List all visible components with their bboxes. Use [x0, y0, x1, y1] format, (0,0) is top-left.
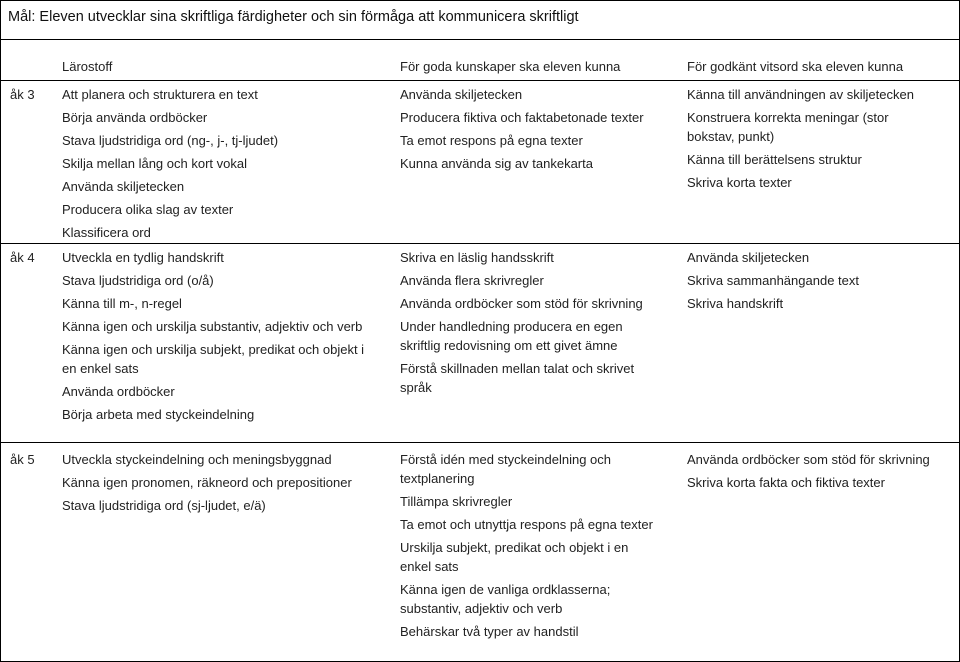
- list-item: Konstruera korrekta meningar (stor bokstav, punkt): [687, 110, 889, 144]
- list-item: Känna igen de vanliga ordklasserna; substantiv, adjektiv och verb: [400, 582, 611, 616]
- list-item: Tillämpa skrivregler: [400, 494, 513, 509]
- list-item: Producera olika slag av texter: [62, 202, 234, 217]
- list-item: Använda ordböcker som stöd för skrivning: [687, 452, 930, 467]
- list-item: Utveckla en tydlig handskrift: [62, 250, 224, 265]
- grade-label-ak3: åk 3: [10, 87, 35, 102]
- larostoff-list-ak4: [62, 248, 380, 428]
- column-header-goda: För goda kunskaper ska eleven kunna: [400, 59, 621, 74]
- list-item: Urskilja subjekt, predikat och objekt i en enkel sats: [400, 540, 629, 574]
- list-item: Skriva korta texter: [687, 175, 792, 190]
- list-item: Använda flera skrivregler: [400, 273, 544, 288]
- list-item: Använda ordböcker som stöd för skrivning: [400, 296, 643, 311]
- list-item: Klassificera ord: [62, 225, 151, 240]
- goda-list-ak3: [400, 85, 662, 177]
- header-divider: [0, 80, 960, 81]
- list-item: Ta emot och utnyttja respons på egna texter: [400, 517, 653, 532]
- list-item: Behärskar två typer av handstil: [400, 624, 579, 639]
- list-item: Känna igen och urskilja substantiv, adjektiv och verb: [62, 319, 363, 334]
- list-item: Stava ljudstridiga ord (ng-, j-, tj-ljudet): [62, 133, 279, 148]
- list-item: Stava ljudstridiga ord (sj-ljudet, e/ä): [62, 498, 266, 513]
- list-item: Stava ljudstridiga ord (o/å): [62, 273, 214, 288]
- list-item: Förstå skillnaden mellan talat och skrivet språk: [400, 361, 635, 395]
- list-item: Skriva handskrift: [687, 296, 784, 311]
- list-item: Utveckla styckeindelning och meningsbyggnad: [62, 452, 332, 467]
- list-item: Skriva korta fakta och fiktiva texter: [687, 475, 885, 490]
- title-divider: [0, 39, 960, 40]
- godkant-list-ak3: [687, 85, 937, 196]
- list-item: Börja arbeta med styckeindelning: [62, 407, 255, 422]
- list-item: Kunna använda sig av tankekarta: [400, 156, 593, 171]
- larostoff-list-ak5: [62, 450, 380, 519]
- larostoff-list-ak3: [62, 85, 380, 246]
- godkant-list-ak4: [687, 248, 937, 317]
- table-border-left: [0, 0, 1, 662]
- row-divider-ak4: [0, 442, 960, 443]
- list-item: Känna till användningen av skiljetecken: [687, 87, 914, 102]
- godkant-list-ak5: [687, 450, 937, 496]
- list-item: Ta emot respons på egna texter: [400, 133, 583, 148]
- list-item: Producera fiktiva och faktabetonade texter: [400, 110, 644, 125]
- grade-label-ak4: åk 4: [10, 250, 35, 265]
- list-item: Känna till m-, n-regel: [62, 296, 182, 311]
- grade-label-ak5: åk 5: [10, 452, 35, 467]
- list-item: Känna igen och urskilja subjekt, predikat och objekt i en enkel sats: [62, 342, 365, 376]
- goda-list-ak5: [400, 450, 662, 645]
- list-item: Skriva en läslig handsskrift: [400, 250, 554, 265]
- list-item: Under handledning producera en egen skriftlig redovisning om ett givet ämne: [400, 319, 623, 353]
- goda-list-ak4: [400, 248, 662, 401]
- list-item: Att planera och strukturera en text: [62, 87, 258, 102]
- list-item: Använda skiljetecken: [400, 87, 523, 102]
- list-item: Känna till berättelsens struktur: [687, 152, 862, 167]
- list-item: Använda skiljetecken: [687, 250, 810, 265]
- list-item: Börja använda ordböcker: [62, 110, 208, 125]
- page-title: Mål: Eleven utvecklar sina skriftliga färdigheter och sin förmåga att kommunicera skriftligt: [8, 9, 579, 25]
- column-header-godkant: För godkänt vitsord ska eleven kunna: [687, 59, 904, 74]
- list-item: Skriva sammanhängande text: [687, 273, 859, 288]
- list-item: Skilja mellan lång och kort vokal: [62, 156, 247, 171]
- list-item: Använda skiljetecken: [62, 179, 185, 194]
- list-item: Förstå idén med styckeindelning och textplanering: [400, 452, 612, 486]
- list-item: Känna igen pronomen, räkneord och prepositioner: [62, 475, 352, 490]
- table-border-top: [0, 0, 960, 1]
- list-item: Använda ordböcker: [62, 384, 175, 399]
- column-header-larostoff: Lärostoff: [62, 59, 113, 74]
